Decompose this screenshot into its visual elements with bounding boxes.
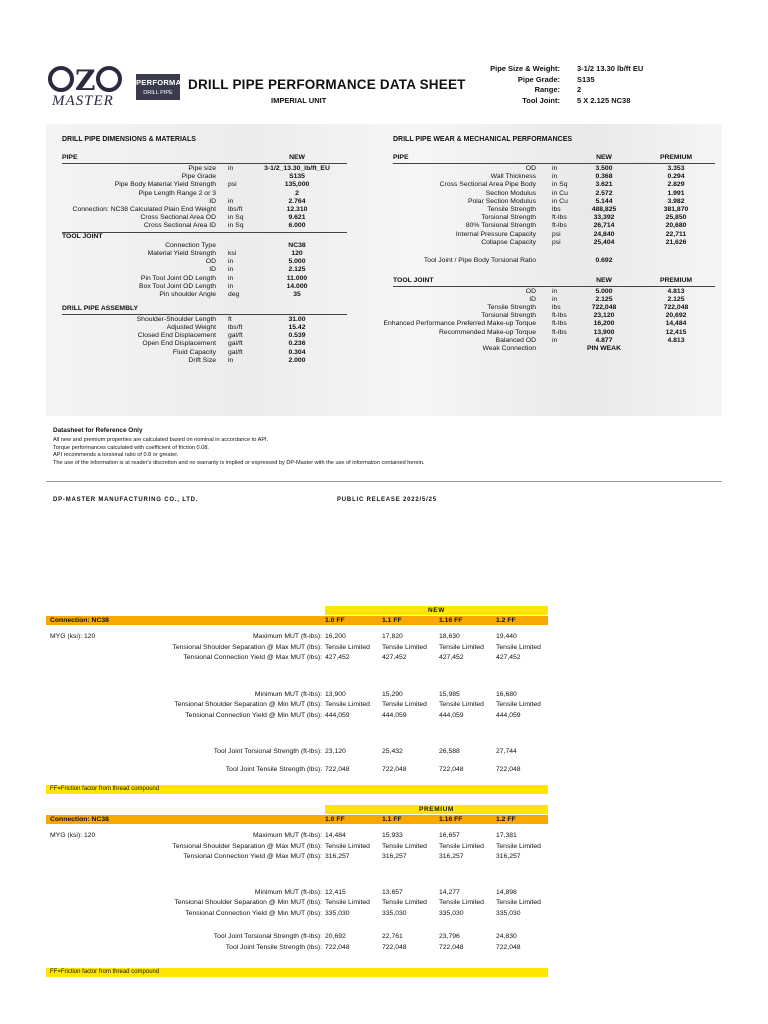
- dim-label: Pipe Length Range 2 or 3: [138, 189, 216, 197]
- mut-label: Tensional Shoulder Separation @ Min MUT (lbs):: [174, 701, 322, 708]
- tool-joint-heading: TOOL JOINT: [62, 232, 103, 240]
- mut-value: 722,048: [325, 943, 350, 951]
- mut-value: 444,059: [439, 711, 464, 719]
- perf-premium-value: 3.982: [667, 197, 685, 205]
- dim-label: Pipe Body Material Yield Strength: [114, 181, 216, 189]
- logo-text: MASTER: [52, 93, 114, 109]
- mut-value: 316,257: [496, 853, 521, 860]
- dim-label: Fluid Capacity: [172, 348, 216, 356]
- mut-value: 316,257: [382, 853, 407, 860]
- mut-label: Tensional Shoulder Separation @ Max MUT (lbs):: [172, 842, 322, 850]
- mut-value: 444,059: [496, 711, 521, 719]
- dim-value: 31.00: [288, 315, 306, 323]
- new-heading: NEW: [289, 154, 305, 161]
- note-line: API recommends a torsional ratio of 0.8 or greater.: [53, 452, 179, 459]
- mut-value: 427,452: [439, 654, 464, 661]
- connection-label: Connection: NC38: [50, 617, 109, 624]
- dim-label: Closed End Displacement: [137, 332, 216, 340]
- perf-new-value: 16,200: [593, 320, 615, 328]
- mut-value: 23,120: [325, 748, 346, 755]
- perf-unit: in: [552, 295, 558, 303]
- divider: [46, 481, 722, 482]
- mut-value: 16,680: [496, 690, 517, 698]
- perf-new-value: 2.125: [595, 295, 613, 303]
- ff-note: FF=Friction factor from thread compound: [50, 786, 160, 792]
- mut-value: Tensile Limited: [496, 701, 541, 708]
- perf-premium-value: 4.813: [667, 336, 685, 344]
- perf-premium-value: 21,626: [665, 238, 687, 246]
- mut-value: 427,452: [382, 654, 407, 661]
- mut-value: Tensile Limited: [439, 899, 484, 906]
- dim-label: ID: [209, 266, 216, 274]
- mut-label: Tool Joint Torsional Strength (ft-lbs):: [213, 933, 322, 940]
- new-heading: NEW: [596, 277, 612, 284]
- dim-unit: gal/ft: [228, 348, 243, 356]
- company-logo: [46, 62, 130, 112]
- perf-label: ID: [529, 295, 536, 303]
- perf-premium-value: 25,850: [665, 214, 687, 222]
- mut-value: Tensile Limited: [382, 643, 427, 651]
- mut-label: Tensional Shoulder Separation @ Max MUT (lbs):: [172, 643, 322, 651]
- dim-label: Cross Sectional Area OD: [140, 214, 216, 222]
- perf-new-value: 3.500: [595, 165, 613, 172]
- spec-label: Pipe Grade:: [517, 75, 560, 84]
- connection-header-bar: [46, 616, 548, 625]
- perf-unit: in: [552, 173, 558, 181]
- note-line: All new and premium properties are calculated based on nominal in accordance to API.: [53, 436, 269, 443]
- dim-value: 2.000: [288, 356, 306, 364]
- perf-premium-value: 20,692: [665, 312, 687, 320]
- logo-z-shape: Z: [75, 64, 96, 97]
- perf-label: 80% Torsional Strength: [465, 222, 536, 230]
- dim-value: 12.310: [286, 206, 308, 213]
- mut-value: Tensile Limited: [439, 701, 484, 708]
- mut-value: 16,657: [439, 832, 460, 839]
- mut-value: 17,820: [382, 633, 403, 640]
- dim-value: 35: [293, 291, 301, 298]
- perf-label: Tensile Strength: [487, 303, 536, 311]
- mut-label: Tool Joint Tensile Strength (lbs):: [225, 765, 322, 773]
- perf-unit: in Cu: [552, 189, 568, 197]
- dim-unit: in Sq: [228, 222, 244, 230]
- perf-unit: in: [552, 336, 558, 344]
- perf-new-value: 5.000: [595, 287, 613, 295]
- mut-label: Tensional Connection Yield @ Min MUT (lbs):: [185, 909, 322, 917]
- ff-header: 1.2 FF: [496, 617, 516, 624]
- ff-header: 1.16 FF: [439, 617, 463, 624]
- dim-unit: gal/ft: [228, 332, 243, 340]
- mut-value: 722,048: [325, 765, 350, 773]
- dim-label: Cross Sectional Area ID: [143, 222, 216, 230]
- mut-value: 722,048: [496, 943, 521, 951]
- spec-label: Pipe Size & Weight:: [490, 64, 560, 73]
- spec-value: 5 X 2.125 NC38: [577, 96, 631, 105]
- tool-joint-heading: TOOL JOINT: [393, 277, 434, 284]
- dim-value: 3-1/2_13.30_lb/ft_EU: [264, 165, 330, 172]
- perf-new-value: 5.144: [595, 197, 613, 205]
- dim-value: 135,000: [284, 181, 310, 189]
- dim-label: Connection: NC38 Calculated Plain End Weight: [72, 206, 216, 213]
- perf-new-value: 33,392: [593, 214, 615, 222]
- perf-premium-value: 20,680: [665, 222, 687, 230]
- premium-heading: PREMIUM: [659, 277, 693, 284]
- perf-unit: ft-lbs: [552, 312, 567, 320]
- mut-value: Tensile Limited: [325, 701, 370, 708]
- mut-value: 17,381: [496, 832, 517, 839]
- mut-value: 335,030: [439, 909, 464, 917]
- dim-value: 2: [295, 189, 299, 197]
- perf-label: Polar Section Modulus: [467, 197, 536, 205]
- perf-unit: in: [552, 165, 558, 172]
- perf-label: OD: [525, 165, 536, 172]
- dim-value: 0.236: [288, 340, 306, 348]
- dim-label: Open End Displacement: [142, 340, 216, 348]
- dim-value: 2.125: [288, 266, 306, 274]
- perf-new-value: 26,714: [593, 222, 615, 230]
- mut-label: Tool Joint Torsional Strength (ft-lbs):: [213, 748, 322, 755]
- dim-value: 15.42: [288, 323, 306, 331]
- mut-value: 12,415: [325, 888, 346, 896]
- dim-label: OD: [205, 258, 216, 266]
- mut-value: Tensile Limited: [496, 643, 541, 651]
- notes-title: Datasheet for Reference Only: [53, 427, 143, 434]
- mut-value: Tensile Limited: [496, 899, 541, 906]
- perf-label: Tensile Strength: [487, 206, 536, 213]
- ratio-value: 0.692: [595, 257, 613, 264]
- mut-label: Tensional Connection Yield @ Min MUT (lbs):: [185, 711, 322, 719]
- mut-label: Tensional Shoulder Separation @ Min MUT (lbs):: [174, 899, 322, 906]
- mut-value: 23,796: [439, 933, 460, 940]
- ff-header: 1.16 FF: [439, 816, 463, 823]
- perf-premium-value: 2.125: [667, 295, 685, 303]
- perf-label: Internal Pressure Capacity: [455, 230, 536, 238]
- perf-premium-value: 14,484: [665, 320, 687, 328]
- assembly-heading: DRILL PIPE ASSEMBLY: [62, 305, 139, 313]
- mut-value: 444,059: [325, 711, 350, 719]
- perf-label: OD: [525, 287, 536, 295]
- divider: [62, 163, 347, 164]
- mut-value: 427,452: [325, 654, 350, 661]
- mut-value: 15,290: [382, 690, 403, 698]
- perf-unit: ft-lbs: [552, 320, 567, 328]
- spec-value: 3-1/2 13.30 lb/ft EU: [577, 64, 644, 73]
- connection-header-bar: [46, 815, 548, 824]
- mut-value: 16,200: [325, 633, 346, 640]
- dim-value: 120: [291, 250, 303, 257]
- perf-label: Enhanced Performance Preferred Make-up Torque: [383, 320, 536, 328]
- unit-subtitle: IMPERIAL UNIT: [271, 96, 327, 105]
- dim-value: S135: [289, 173, 305, 181]
- dim-value: 9.621: [288, 214, 306, 222]
- mut-value: Tensile Limited: [325, 899, 370, 906]
- ff-header: 1.2 FF: [496, 816, 516, 823]
- mut-value: 20,692: [325, 933, 346, 940]
- dim-value: 0.539: [288, 332, 306, 340]
- company-name: DP-MASTER MANUFACTURING CO., LTD.: [53, 497, 199, 503]
- dim-unit: in: [228, 258, 234, 266]
- dim-value: 6.000: [288, 222, 306, 230]
- right-section-title: DRILL PIPE WEAR & MECHANICAL PERFORMANCES: [393, 136, 573, 143]
- note-line: The use of the information is at reader's discretion and no warranty is implied or expressed by DP-Master with the use of information contained herein.: [53, 460, 425, 467]
- dim-value: 2.764: [288, 197, 306, 205]
- ratio-label: Tool Joint / Pipe Body Torsional Ratio: [423, 257, 536, 264]
- mut-label: Minimum MUT (ft-lbs):: [254, 888, 322, 896]
- mut-value: 427,452: [496, 654, 521, 661]
- mut-value: 335,030: [496, 909, 521, 917]
- dim-unit: ksi: [228, 250, 237, 257]
- perf-unit: ft-lbs: [552, 328, 567, 336]
- mut-label: Tensional Connection Yield @ Max MUT (lbs):: [183, 654, 322, 661]
- perf-new-value: 0.368: [595, 173, 613, 181]
- mut-label: Maximum MUT (ft-lbs):: [253, 832, 322, 839]
- myg-label: MYG (ksi): 120: [50, 633, 96, 640]
- mut-value: Tensile Limited: [496, 842, 541, 850]
- dim-unit: deg: [228, 291, 240, 298]
- mut-value: 722,048: [496, 765, 521, 773]
- mut-value: 27,744: [496, 748, 517, 755]
- mut-value: 14,484: [325, 832, 346, 839]
- mut-value: Tensile Limited: [325, 643, 370, 651]
- perf-unit: in Cu: [552, 197, 568, 205]
- perf-new-value: PIN WEAK: [587, 344, 621, 352]
- mut-label: Tool Joint Tensile Strength (lbs):: [225, 943, 322, 951]
- perf-unit: lbs: [552, 206, 561, 213]
- dim-label: Material Yield Strength: [147, 250, 216, 257]
- dim-value: 0.304: [288, 348, 306, 356]
- dim-label: Pipe size: [188, 165, 216, 172]
- perf-premium-value: 0.294: [667, 173, 685, 181]
- dim-value: NC38: [288, 241, 306, 249]
- dim-unit: gal/ft: [228, 340, 243, 348]
- dim-value: 5.000: [288, 258, 306, 266]
- performance-badge-sub: DRILL PIPE: [143, 90, 173, 96]
- ff-header: 1.0 FF: [325, 617, 345, 624]
- dim-label: Pipe Grade: [181, 173, 216, 181]
- dim-unit: in: [228, 165, 234, 172]
- dim-unit: lbs/ft: [228, 206, 243, 213]
- mut-value: 14,277: [439, 888, 460, 896]
- spec-value: 2: [577, 85, 582, 94]
- mut-value: 722,048: [382, 765, 407, 773]
- spec-label: Tool Joint:: [522, 96, 560, 105]
- mut-value: 15,985: [439, 690, 460, 698]
- perf-label: Cross Sectional Area Pipe Body: [439, 181, 536, 189]
- dim-label: Adjusted Weight: [166, 323, 216, 331]
- perf-premium-value: 722,048: [663, 303, 689, 311]
- mut-value: Tensile Limited: [325, 842, 370, 850]
- dim-label: ID: [209, 197, 216, 205]
- new-heading: NEW: [596, 154, 612, 161]
- dim-unit: in: [228, 197, 234, 205]
- mut-value: 335,030: [382, 909, 407, 917]
- logo-o-shape: [48, 66, 74, 92]
- ff-note: FF=Friction factor from thread compound: [50, 969, 160, 975]
- dim-unit: in: [228, 274, 234, 282]
- mut-value: 335,030: [325, 909, 350, 917]
- perf-unit: lbs: [552, 303, 561, 311]
- mut-value: 19,440: [496, 633, 517, 640]
- mut-value: 316,257: [439, 853, 464, 860]
- mut-value: 722,048: [439, 765, 464, 773]
- mut-value: 13,657: [382, 888, 403, 896]
- mut-label: Tensional Connection Yield @ Max MUT (lbs):: [183, 853, 322, 860]
- myg-label: MYG (ksi): 120: [50, 832, 96, 839]
- perf-premium-value: 12,415: [665, 328, 687, 336]
- perf-label: Wall Thickness: [490, 173, 536, 181]
- dim-unit: in: [228, 266, 234, 274]
- left-section-title: DRILL PIPE DIMENSIONS & MATERIALS: [62, 136, 196, 143]
- mut-value: 15,933: [382, 832, 403, 839]
- dim-unit: in Sq: [228, 214, 244, 222]
- perf-new-value: 722,048: [591, 303, 617, 311]
- dim-label: Pin Tool Joint OD Length: [140, 274, 216, 282]
- section-title: NEW: [428, 607, 445, 614]
- perf-label: Balanced OD: [495, 336, 536, 344]
- perf-label: Torsional Strength: [481, 214, 536, 222]
- perf-premium-value: 381,870: [663, 206, 689, 213]
- page-title: DRILL PIPE PERFORMANCE DATA SHEET: [188, 77, 466, 92]
- perf-new-value: 4.877: [595, 336, 613, 344]
- pipe-heading: PIPE: [62, 154, 78, 161]
- mut-value: 22,761: [382, 933, 403, 940]
- dim-label: Shoulder-Shoulder Length: [136, 315, 216, 323]
- mut-label: Minimum MUT (ft-lbs):: [254, 690, 322, 698]
- mut-value: Tensile Limited: [382, 842, 427, 850]
- ff-header: 1.1 FF: [382, 617, 402, 624]
- mut-value: 316,257: [325, 853, 350, 860]
- mut-value: 24,830: [496, 933, 517, 940]
- mut-label: Maximum MUT (ft-lbs):: [253, 633, 322, 640]
- mut-value: 26,588: [439, 748, 460, 755]
- pipe-heading: PIPE: [393, 154, 409, 161]
- mut-value: Tensile Limited: [382, 899, 427, 906]
- release-date: PUBLIC RELEASE 2022/5/25: [337, 497, 437, 503]
- dim-label: Drift Size: [188, 356, 216, 364]
- connection-label: Connection: NC38: [50, 816, 109, 823]
- dim-label: Pin shoulder Angle: [159, 291, 216, 298]
- perf-unit: psi: [552, 230, 561, 238]
- perf-unit: ft-lbs: [552, 222, 567, 230]
- dim-label: Box Tool Joint OD Length: [139, 282, 216, 290]
- perf-premium-value: 3.353: [667, 165, 685, 172]
- premium-heading: PREMIUM: [659, 154, 693, 161]
- mut-value: 14,898: [496, 888, 517, 896]
- perf-unit: in Sq: [552, 181, 568, 189]
- perf-new-value: 25,404: [593, 238, 615, 246]
- perf-new-value: 3.621: [595, 181, 613, 189]
- perf-premium-value: 1.991: [667, 189, 685, 197]
- spec-label: Range:: [534, 85, 560, 94]
- mut-value: 25,432: [382, 748, 403, 755]
- perf-new-value: 13,900: [593, 328, 615, 336]
- mut-value: 722,048: [382, 943, 407, 951]
- perf-new-value: 488,825: [591, 206, 617, 213]
- perf-label: Collapse Capacity: [481, 238, 536, 246]
- dim-unit: ft: [228, 315, 232, 323]
- dim-unit: psi: [228, 181, 237, 189]
- mut-value: Tensile Limited: [439, 842, 484, 850]
- perf-label: Torsional Strength: [481, 312, 536, 320]
- perf-premium-value: 22,711: [665, 230, 687, 238]
- perf-premium-value: 2.829: [667, 181, 685, 189]
- note-line: Torque performances calculated with coefficient of friction 0.08.: [53, 444, 209, 451]
- dim-unit: in: [228, 282, 234, 290]
- dim-label: Connection Type: [165, 241, 216, 249]
- perf-unit: ft-lbs: [552, 214, 567, 222]
- ff-header: 1.1 FF: [382, 816, 402, 823]
- mut-value: 18,630: [439, 633, 460, 640]
- dim-value: 11.000: [286, 274, 308, 282]
- spec-value: S135: [577, 75, 595, 84]
- perf-new-value: 23,120: [593, 312, 615, 320]
- performance-badge-title: PERFORMANCE: [136, 78, 199, 87]
- divider: [393, 163, 715, 164]
- mut-value: 13,900: [325, 690, 346, 698]
- section-title: PREMIUM: [419, 806, 454, 813]
- perf-premium-value: 4.813: [667, 287, 685, 295]
- dim-value: 14.000: [286, 282, 308, 290]
- mut-value: Tensile Limited: [439, 643, 484, 651]
- perf-unit: psi: [552, 238, 561, 246]
- perf-label: Weak Connection: [482, 344, 536, 352]
- mut-value: Tensile Limited: [382, 701, 427, 708]
- ff-header: 1.0 FF: [325, 816, 345, 823]
- notes: [53, 427, 713, 468]
- perf-label: Recommended Make-up Torque: [439, 328, 536, 336]
- dim-unit: lbs/ft: [228, 323, 243, 331]
- performance-badge: [136, 74, 199, 100]
- logo-o-shape: [96, 66, 122, 92]
- perf-new-value: 24,840: [593, 230, 615, 238]
- mut-value: 444,059: [382, 711, 407, 719]
- perf-new-value: 2.572: [595, 189, 613, 197]
- mut-value: 722,048: [439, 943, 464, 951]
- dim-unit: in: [228, 356, 234, 364]
- perf-label: Section Modulus: [485, 189, 536, 197]
- perf-unit: in: [552, 287, 558, 295]
